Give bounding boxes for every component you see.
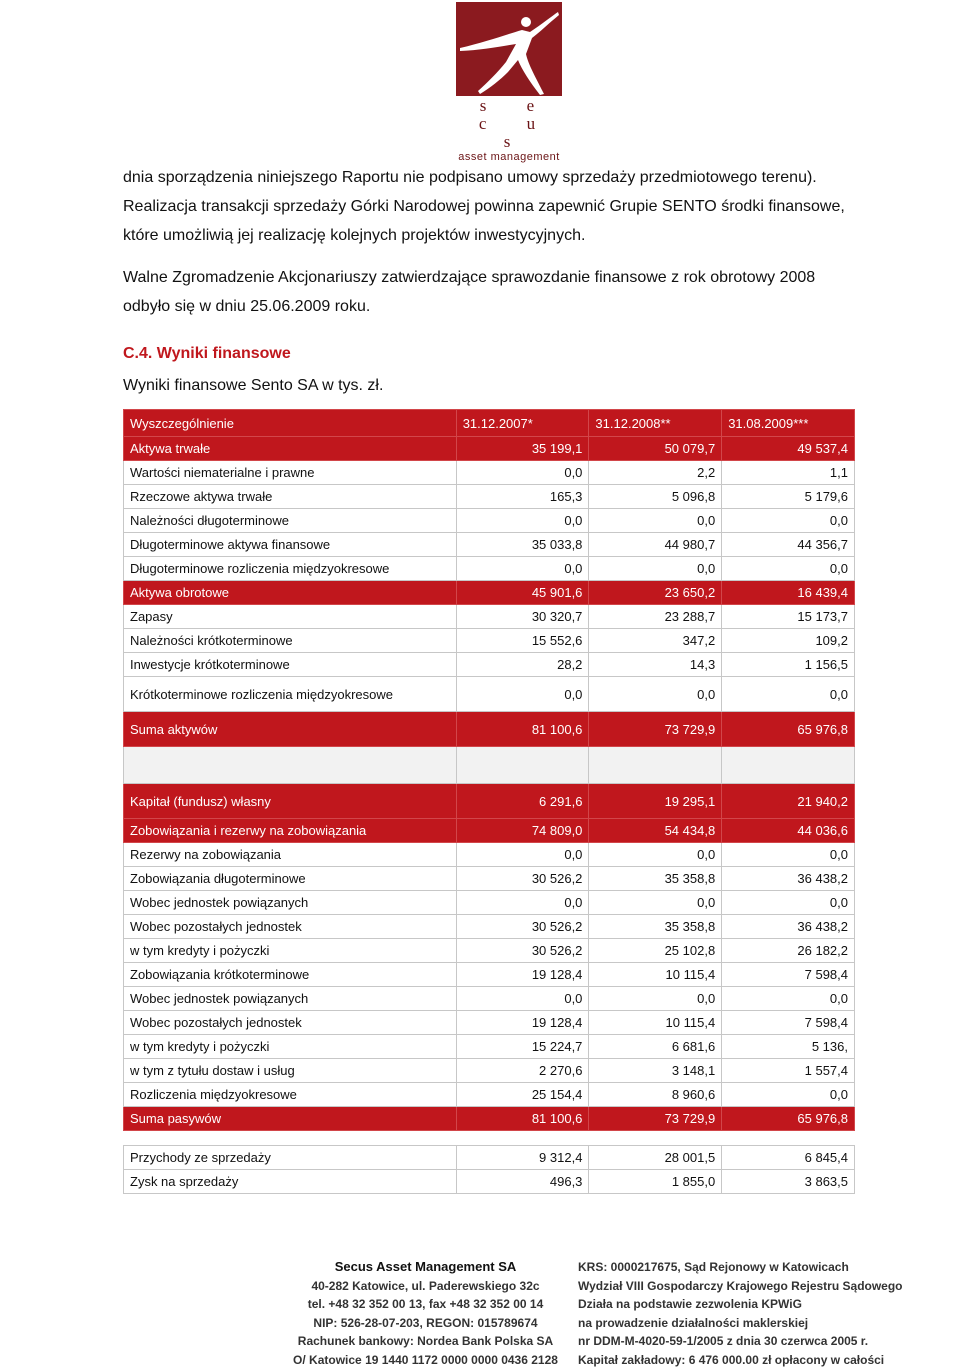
cell-2008: 23 288,7	[589, 605, 722, 629]
cell-2007: 28,2	[456, 653, 589, 677]
row-label: Zapasy	[124, 605, 457, 629]
row-label: Suma pasywów	[124, 1107, 457, 1131]
row-label: Kapitał (fundusz) własny	[124, 784, 457, 819]
cell-2008: 0,0	[589, 891, 722, 915]
table-header-row	[124, 410, 855, 437]
table-row	[124, 939, 855, 963]
row-label: Aktywa trwałe	[124, 437, 457, 461]
secus-logo	[444, 2, 574, 163]
cell-2009: 0,0	[722, 843, 855, 867]
cell-2009: 36 438,2	[722, 867, 855, 891]
gap-cell	[124, 1131, 457, 1146]
cell-2009: 44 036,6	[722, 819, 855, 843]
text-line: odbyło się w dniu 25.06.2009 roku.	[123, 292, 913, 321]
cell-2009: 109,2	[722, 629, 855, 653]
cell-2009: 0,0	[722, 987, 855, 1011]
cell-2008: 5 096,8	[589, 485, 722, 509]
cell-2007: 15 224,7	[456, 1035, 589, 1059]
cell-2008: 14,3	[589, 653, 722, 677]
financial-results-table	[123, 409, 855, 1194]
row-label: Przychody ze sprzedaży	[124, 1146, 457, 1170]
header-label: Wyszczególnienie	[124, 410, 457, 437]
cell-2009: 0,0	[722, 557, 855, 581]
table-row	[124, 677, 855, 712]
cell-2007: 0,0	[456, 987, 589, 1011]
cell-2008: 23 650,2	[589, 581, 722, 605]
row-label: Rozliczenia międzyokresowe	[124, 1083, 457, 1107]
cell-2009: 5 136,	[722, 1035, 855, 1059]
cell-2008: 0,0	[589, 677, 722, 712]
cell-2008: 54 434,8	[589, 819, 722, 843]
cell-2007: 15 552,6	[456, 629, 589, 653]
footer-line: Kapitał zakładowy: 6 476 000.00 zł opłacony w całości	[578, 1351, 918, 1369]
cell-2007: 30 526,2	[456, 939, 589, 963]
table-row	[124, 629, 855, 653]
cell-2008: 44 980,7	[589, 533, 722, 557]
cell-2009: 1 557,4	[722, 1059, 855, 1083]
cell-2007: 35 033,8	[456, 533, 589, 557]
table-spacer-row	[124, 747, 855, 784]
footer-company-info	[283, 1258, 568, 1369]
table-row	[124, 867, 855, 891]
cell-2009: 6 845,4	[722, 1146, 855, 1170]
row-label: Wobec pozostałych jednostek	[124, 1011, 457, 1035]
table-row	[124, 1011, 855, 1035]
paragraph-transaction	[123, 163, 913, 250]
row-label: Wobec jednostek powiązanych	[124, 987, 457, 1011]
cell-2008: 1 855,0	[589, 1170, 722, 1194]
cell-2008: 0,0	[589, 987, 722, 1011]
row-label: w tym kredyty i pożyczki	[124, 1035, 457, 1059]
cell-2007: 45 901,6	[456, 581, 589, 605]
row-label: Suma aktywów	[124, 712, 457, 747]
footer-line: nr DDM-M-4020-59-1/2005 z dnia 30 czerwca 2005 r.	[578, 1332, 918, 1351]
cell-2009: 7 598,4	[722, 1011, 855, 1035]
cell-2009: 16 439,4	[722, 581, 855, 605]
row-label: Rzeczowe aktywa trwałe	[124, 485, 457, 509]
cell-2007: 0,0	[456, 843, 589, 867]
dancer-logo-icon	[456, 2, 562, 96]
table-row	[124, 915, 855, 939]
cell-2009: 36 438,2	[722, 915, 855, 939]
cell-2009: 0,0	[722, 509, 855, 533]
gap-cell	[589, 1131, 722, 1146]
table-row	[124, 1059, 855, 1083]
cell-2008: 25 102,8	[589, 939, 722, 963]
cell-2007: 0,0	[456, 557, 589, 581]
cell-2007: 30 320,7	[456, 605, 589, 629]
cell-2009: 21 940,2	[722, 784, 855, 819]
table-row	[124, 891, 855, 915]
cell-2009: 0,0	[722, 677, 855, 712]
row-label: Należności długoterminowe	[124, 509, 457, 533]
row-label: Długoterminowe aktywa finansowe	[124, 533, 457, 557]
cell-2007: 25 154,4	[456, 1083, 589, 1107]
cell-2008: 0,0	[589, 557, 722, 581]
cell-2009: 1,1	[722, 461, 855, 485]
cell-2007: 6 291,6	[456, 784, 589, 819]
cell-2008: 10 115,4	[589, 963, 722, 987]
header-col-2008: 31.12.2008**	[589, 410, 722, 437]
cell-2008: 35 358,8	[589, 915, 722, 939]
row-label: Długoterminowe rozliczenia międzyokresowe	[124, 557, 457, 581]
cell-2008: 0,0	[589, 509, 722, 533]
table-row	[124, 1035, 855, 1059]
table-row	[124, 987, 855, 1011]
table-row	[124, 963, 855, 987]
table-row	[124, 843, 855, 867]
cell-2008: 8 960,6	[589, 1083, 722, 1107]
paragraph-general-meeting	[123, 263, 913, 321]
cell-2007: 0,0	[456, 509, 589, 533]
row-label: Należności krótkoterminowe	[124, 629, 457, 653]
cell-2009: 3 863,5	[722, 1170, 855, 1194]
text-line: Realizacja transakcji sprzedaży Górki Narodowej powinna zapewnić Grupie SENTO środki finansowe,	[123, 192, 913, 221]
spacer-cell	[589, 747, 722, 784]
cell-2008: 10 115,4	[589, 1011, 722, 1035]
table-row	[124, 581, 855, 605]
footer-line: na prowadzenie działalności maklerskiej	[578, 1314, 918, 1333]
row-label: w tym z tytułu dostaw i usług	[124, 1059, 457, 1083]
table-row	[124, 533, 855, 557]
cell-2007: 81 100,6	[456, 1107, 589, 1131]
logo-subtitle: asset management	[444, 151, 574, 163]
footer-line: Wydział VIII Gospodarczy Krajowego Rejestru Sądowego	[578, 1277, 918, 1296]
cell-2007: 165,3	[456, 485, 589, 509]
cell-2008: 73 729,9	[589, 1107, 722, 1131]
table-row	[124, 605, 855, 629]
cell-2007: 81 100,6	[456, 712, 589, 747]
table-row	[124, 1146, 855, 1170]
cell-2009: 0,0	[722, 1083, 855, 1107]
footer-registry-info	[578, 1258, 918, 1369]
section-heading: C.4. Wyniki finansowe	[123, 345, 291, 363]
footer-line: 40-282 Katowice, ul. Paderewskiego 32c	[283, 1277, 568, 1296]
footer-line: Działa na podstawie zezwolenia KPWiG	[578, 1295, 918, 1314]
row-label: Wartości niematerialne i prawne	[124, 461, 457, 485]
cell-2008: 28 001,5	[589, 1146, 722, 1170]
cell-2008: 50 079,7	[589, 437, 722, 461]
table-row	[124, 819, 855, 843]
cell-2007: 0,0	[456, 891, 589, 915]
row-label: Krótkoterminowe rozliczenia międzyokresowe	[124, 677, 457, 712]
cell-2008: 35 358,8	[589, 867, 722, 891]
table-row	[124, 712, 855, 747]
footer-line: tel. +48 32 352 00 13, fax +48 32 352 00 14	[283, 1295, 568, 1314]
cell-2007: 0,0	[456, 461, 589, 485]
cell-2009: 65 976,8	[722, 1107, 855, 1131]
spacer-cell	[722, 747, 855, 784]
cell-2009: 65 976,8	[722, 712, 855, 747]
cell-2008: 19 295,1	[589, 784, 722, 819]
text-line: dnia sporządzenia niniejszego Raportu nie podpisano umowy sprzedaży przedmiotowego terenu).	[123, 163, 913, 192]
row-label: Zobowiązania krótkoterminowe	[124, 963, 457, 987]
cell-2007: 9 312,4	[456, 1146, 589, 1170]
cell-2007: 30 526,2	[456, 915, 589, 939]
row-label: Aktywa obrotowe	[124, 581, 457, 605]
table-row	[124, 485, 855, 509]
cell-2007: 19 128,4	[456, 1011, 589, 1035]
footer-line: Rachunek bankowy: Nordea Bank Polska SA	[283, 1332, 568, 1351]
footer-line: KRS: 0000217675, Sąd Rejonowy w Katowicach	[578, 1258, 918, 1277]
cell-2008: 3 148,1	[589, 1059, 722, 1083]
row-label: w tym kredyty i pożyczki	[124, 939, 457, 963]
table-row	[124, 1170, 855, 1194]
cell-2007: 0,0	[456, 677, 589, 712]
table-gap-row	[124, 1131, 855, 1146]
row-label: Zysk na sprzedaży	[124, 1170, 457, 1194]
cell-2009: 15 173,7	[722, 605, 855, 629]
cell-2009: 7 598,4	[722, 963, 855, 987]
footer-line: Secus Asset Management SA	[283, 1258, 568, 1277]
cell-2008: 0,0	[589, 843, 722, 867]
cell-2009: 1 156,5	[722, 653, 855, 677]
cell-2009: 44 356,7	[722, 533, 855, 557]
cell-2007: 74 809,0	[456, 819, 589, 843]
cell-2008: 6 681,6	[589, 1035, 722, 1059]
header-col-2009: 31.08.2009***	[722, 410, 855, 437]
text-line: które umożliwią jej realizację kolejnych projektów inwestycyjnych.	[123, 221, 913, 250]
table-row	[124, 784, 855, 819]
table-row	[124, 557, 855, 581]
row-label: Inwestycje krótkoterminowe	[124, 653, 457, 677]
cell-2009: 0,0	[722, 891, 855, 915]
cell-2009: 49 537,4	[722, 437, 855, 461]
row-label: Wobec jednostek powiązanych	[124, 891, 457, 915]
gap-cell	[722, 1131, 855, 1146]
cell-2009: 26 182,2	[722, 939, 855, 963]
table-row	[124, 653, 855, 677]
row-label: Zobowiązania długoterminowe	[124, 867, 457, 891]
table-row	[124, 1083, 855, 1107]
spacer-cell	[456, 747, 589, 784]
cell-2008: 73 729,9	[589, 712, 722, 747]
cell-2007: 2 270,6	[456, 1059, 589, 1083]
cell-2007: 496,3	[456, 1170, 589, 1194]
spacer-cell	[124, 747, 457, 784]
text-line: Walne Zgromadzenie Akcjonariuszy zatwierdzające sprawozdanie finansowe z rok obrotowy 2008	[123, 263, 913, 292]
footer-line: NIP: 526-28-07-203, REGON: 015789674	[283, 1314, 568, 1333]
table-caption: Wyniki finansowe Sento SA w tys. zł.	[123, 377, 383, 395]
header-col-2007: 31.12.2007*	[456, 410, 589, 437]
cell-2007: 19 128,4	[456, 963, 589, 987]
row-label: Zobowiązania i rezerwy na zobowiązania	[124, 819, 457, 843]
cell-2007: 30 526,2	[456, 867, 589, 891]
cell-2008: 2,2	[589, 461, 722, 485]
gap-cell	[456, 1131, 589, 1146]
table-row	[124, 461, 855, 485]
cell-2009: 5 179,6	[722, 485, 855, 509]
table-row	[124, 509, 855, 533]
footer-line: O/ Katowice 19 1440 1172 0000 0000 0436 2128	[283, 1351, 568, 1369]
logo-wordmark: s e c u s	[444, 97, 574, 151]
row-label: Wobec pozostałych jednostek	[124, 915, 457, 939]
cell-2008: 347,2	[589, 629, 722, 653]
table-row	[124, 437, 855, 461]
cell-2007: 35 199,1	[456, 437, 589, 461]
table-row	[124, 1107, 855, 1131]
row-label: Rezerwy na zobowiązania	[124, 843, 457, 867]
